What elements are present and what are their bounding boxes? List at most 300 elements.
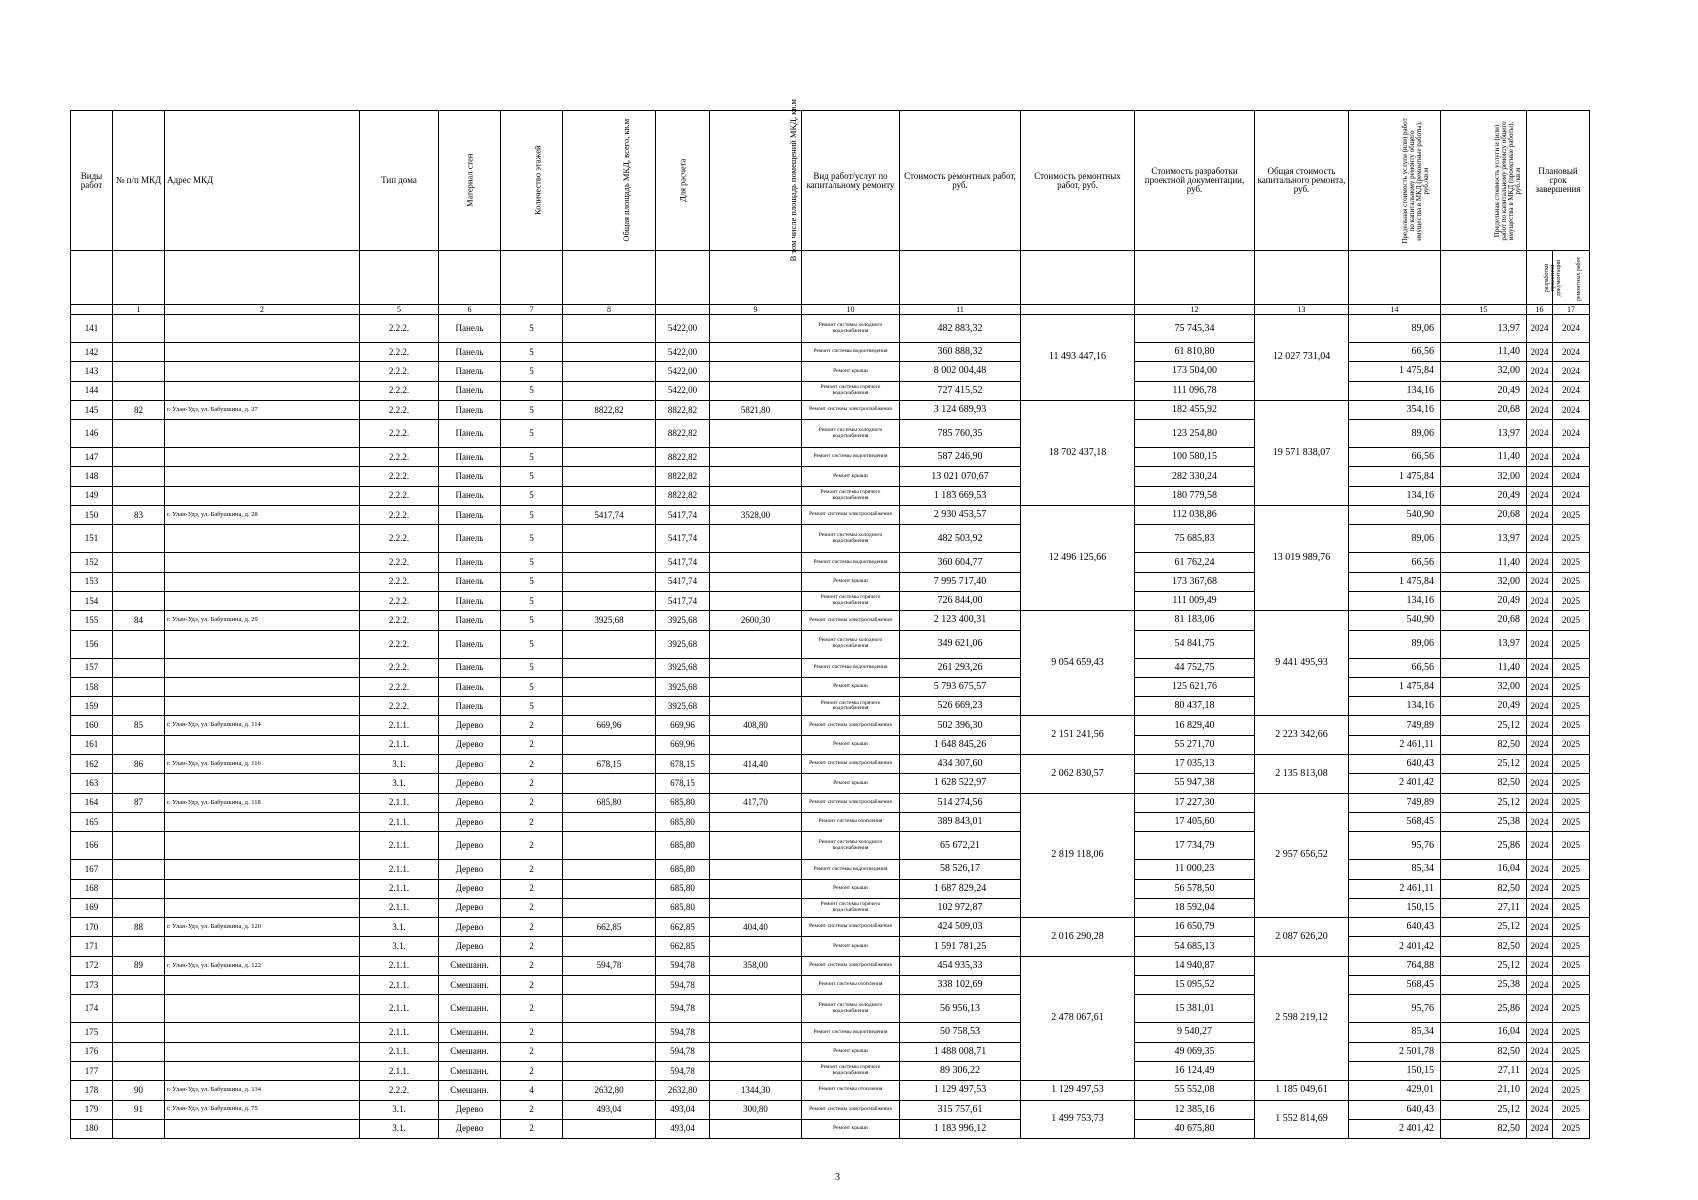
deadline-project: 2024 [1527, 400, 1553, 419]
table-row [71, 448, 1590, 467]
floors: 2 [501, 716, 563, 735]
calc-area: 3925,68 [656, 611, 710, 630]
column-number: 7 [501, 305, 563, 315]
floors: 2 [501, 1119, 563, 1138]
premises-area [710, 343, 802, 362]
total-area: 3925,68 [563, 611, 656, 630]
mkd-number [113, 1061, 165, 1080]
deadline-project: 2024 [1527, 918, 1553, 937]
premises-area: 300,80 [710, 1100, 802, 1119]
work-kind: Ремонт системы водоотведения [802, 448, 900, 467]
floors: 5 [501, 343, 563, 362]
premises-area [710, 315, 802, 343]
address [165, 381, 360, 400]
limit-repair: 134,16 [1349, 381, 1441, 400]
address [165, 677, 360, 696]
wall-material: Дерево [439, 735, 501, 754]
deadline-repair: 2025 [1553, 793, 1590, 812]
deadline-repair: 2024 [1553, 400, 1590, 419]
address [165, 812, 360, 831]
total-area [563, 315, 656, 343]
house-type: 2.2.2. [360, 525, 439, 553]
total-area [563, 1023, 656, 1042]
deadline-project: 2024 [1527, 937, 1553, 956]
repair-cost-total: 11 493 447,16 [1021, 315, 1135, 401]
wall-material: Панель [439, 506, 501, 525]
wall-material: Панель [439, 677, 501, 696]
work-kind: Ремонт крыши [802, 879, 900, 898]
row-index: 166 [71, 832, 113, 860]
work-kind: Ремонт крыши [802, 1119, 900, 1138]
total-area [563, 1119, 656, 1138]
limit-repair: 354,16 [1349, 400, 1441, 419]
row-index: 180 [71, 1119, 113, 1138]
row-index: 148 [71, 467, 113, 486]
wall-material: Панель [439, 467, 501, 486]
wall-material: Дерево [439, 879, 501, 898]
limit-repair: 134,16 [1349, 591, 1441, 610]
deadline-project: 2024 [1527, 658, 1553, 677]
premises-area: 1344,30 [710, 1081, 802, 1100]
wall-material: Дерево [439, 793, 501, 812]
limit-repair: 1 475,84 [1349, 572, 1441, 591]
row-index: 141 [71, 315, 113, 343]
col-work-kind: Вид работ/услуг по капитальному ремонту [802, 111, 900, 251]
deadline-project: 2024 [1527, 716, 1553, 735]
wall-material: Смешанн. [439, 1061, 501, 1080]
floors: 2 [501, 956, 563, 975]
house-type: 3.1. [360, 918, 439, 937]
wall-material: Смешанн. [439, 995, 501, 1023]
limit-project: 82,50 [1441, 735, 1527, 754]
house-type: 2.2.2. [360, 448, 439, 467]
calc-area: 685,80 [656, 898, 710, 917]
calc-area: 669,96 [656, 735, 710, 754]
address [165, 315, 360, 343]
repair-cost: 65 672,21 [900, 832, 1021, 860]
house-type: 2.1.1. [360, 735, 439, 754]
calc-area: 685,80 [656, 860, 710, 879]
table-header [71, 99, 1590, 315]
deadline-project: 2024 [1527, 697, 1553, 716]
premises-area [710, 697, 802, 716]
wall-material: Дерево [439, 918, 501, 937]
project-cost: 40 675,80 [1135, 1119, 1255, 1138]
deadline-repair: 2025 [1553, 611, 1590, 630]
deadline-project: 2024 [1527, 812, 1553, 831]
limit-repair: 134,16 [1349, 697, 1441, 716]
row-index: 157 [71, 658, 113, 677]
house-type: 2.2.2. [360, 506, 439, 525]
limit-project: 13,97 [1441, 420, 1527, 448]
mkd-number [113, 697, 165, 716]
calc-area: 594,78 [656, 1023, 710, 1042]
row-index: 165 [71, 812, 113, 831]
address [165, 995, 360, 1023]
column-number: 12 [1135, 305, 1255, 315]
work-kind: Ремонт системы электроснабжения [802, 611, 900, 630]
repair-cost-total: 2 478 067,61 [1021, 956, 1135, 1080]
mkd-number [113, 420, 165, 448]
project-cost: 44 752,75 [1135, 658, 1255, 677]
row-index: 147 [71, 448, 113, 467]
floors: 2 [501, 755, 563, 774]
column-number: 1 [113, 305, 165, 315]
address [165, 1119, 360, 1138]
project-cost: 11 000,23 [1135, 860, 1255, 879]
address [165, 420, 360, 448]
house-type: 2.2.2. [360, 486, 439, 505]
floors: 5 [501, 572, 563, 591]
wall-material: Панель [439, 343, 501, 362]
repair-cost: 389 843,01 [900, 812, 1021, 831]
table-row [71, 976, 1590, 995]
deadline-repair: 2025 [1553, 1023, 1590, 1042]
limit-project: 82,50 [1441, 1042, 1527, 1061]
project-cost: 18 592,04 [1135, 898, 1255, 917]
project-cost: 61 810,80 [1135, 343, 1255, 362]
mkd-number [113, 812, 165, 831]
floors: 5 [501, 611, 563, 630]
deadline-repair: 2025 [1553, 1100, 1590, 1119]
house-type: 2.1.1. [360, 1023, 439, 1042]
limit-project: 20,68 [1441, 506, 1527, 525]
mkd-number: 85 [113, 716, 165, 735]
total-area [563, 420, 656, 448]
address [165, 553, 360, 572]
project-cost: 282 330,24 [1135, 467, 1255, 486]
deadline-repair: 2025 [1553, 553, 1590, 572]
floors: 5 [501, 486, 563, 505]
project-cost: 61 762,24 [1135, 553, 1255, 572]
project-cost: 15 381,01 [1135, 995, 1255, 1023]
deadline-repair: 2025 [1553, 591, 1590, 610]
wall-material: Панель [439, 381, 501, 400]
deadline-repair: 2025 [1553, 735, 1590, 754]
table-row [71, 937, 1590, 956]
repair-cost: 1 183 669,53 [900, 486, 1021, 505]
total-area [563, 630, 656, 658]
calc-area: 3925,68 [656, 677, 710, 696]
wall-material: Панель [439, 591, 501, 610]
table-row [71, 572, 1590, 591]
work-kind: Ремонт системы электроснабжения [802, 506, 900, 525]
row-index: 172 [71, 956, 113, 975]
deadline-repair: 2025 [1553, 755, 1590, 774]
deadline-repair: 2025 [1553, 1119, 1590, 1138]
deadline-project: 2024 [1527, 832, 1553, 860]
wall-material: Дерево [439, 832, 501, 860]
calc-area: 8822,82 [656, 420, 710, 448]
premises-area [710, 486, 802, 505]
deadline-project: 2024 [1527, 1042, 1553, 1061]
work-kind: Ремонт системы электроснабжения [802, 716, 900, 735]
deadline-repair: 2025 [1553, 956, 1590, 975]
mkd-number [113, 677, 165, 696]
limit-project: 13,97 [1441, 315, 1527, 343]
address [165, 1042, 360, 1061]
deadline-repair: 2025 [1553, 898, 1590, 917]
wall-material: Дерево [439, 937, 501, 956]
column-number: 10 [802, 305, 900, 315]
deadline-repair: 2025 [1553, 1081, 1590, 1100]
repair-cost: 261 293,26 [900, 658, 1021, 677]
col-deadline: Плановый срок завершения [1527, 111, 1590, 251]
table-row [71, 956, 1590, 975]
address: г. Улан-Удэ, ул. Бабушкина, д. 75 [165, 1100, 360, 1119]
floors: 4 [501, 1081, 563, 1100]
deadline-repair: 2025 [1553, 860, 1590, 879]
project-cost: 12 385,16 [1135, 1100, 1255, 1119]
limit-project: 32,00 [1441, 467, 1527, 486]
row-index: 174 [71, 995, 113, 1023]
house-type: 3.1. [360, 755, 439, 774]
mkd-number [113, 362, 165, 381]
work-kind: Ремонт системы отопления [802, 976, 900, 995]
wall-material: Дерево [439, 1100, 501, 1119]
total-area [563, 467, 656, 486]
mkd-number [113, 381, 165, 400]
calc-area: 3925,68 [656, 630, 710, 658]
repair-cost: 360 604,77 [900, 553, 1021, 572]
project-cost: 56 578,50 [1135, 879, 1255, 898]
floors: 2 [501, 898, 563, 917]
mkd-number [113, 572, 165, 591]
row-index: 152 [71, 553, 113, 572]
row-index: 170 [71, 918, 113, 937]
repair-cost: 1 648 845,26 [900, 735, 1021, 754]
project-cost: 17 734,79 [1135, 832, 1255, 860]
limit-repair: 95,76 [1349, 995, 1441, 1023]
project-cost: 9 540,27 [1135, 1023, 1255, 1042]
project-cost: 17 227,30 [1135, 793, 1255, 812]
project-cost: 54 841,75 [1135, 630, 1255, 658]
row-index: 178 [71, 1081, 113, 1100]
calc-area: 685,80 [656, 832, 710, 860]
column-number: 16 [1527, 305, 1553, 315]
total-area: 5417,74 [563, 506, 656, 525]
floors: 5 [501, 506, 563, 525]
house-type: 3.1. [360, 774, 439, 793]
repair-cost: 1 687 829,24 [900, 879, 1021, 898]
deadline-project: 2024 [1527, 860, 1553, 879]
limit-project: 25,38 [1441, 976, 1527, 995]
house-type: 2.1.1. [360, 1042, 439, 1061]
calc-area: 5417,74 [656, 553, 710, 572]
col-floors: Количество этажей [501, 111, 563, 251]
address [165, 486, 360, 505]
limit-project: 20,49 [1441, 486, 1527, 505]
limit-repair: 2 461,11 [1349, 879, 1441, 898]
deadline-repair: 2025 [1553, 832, 1590, 860]
table-row [71, 343, 1590, 362]
deadline-repair: 2025 [1553, 716, 1590, 735]
deadline-project: 2024 [1527, 381, 1553, 400]
limit-project: 25,12 [1441, 716, 1527, 735]
wall-material: Дерево [439, 774, 501, 793]
address [165, 343, 360, 362]
premises-area [710, 1042, 802, 1061]
mkd-number [113, 735, 165, 754]
total-area [563, 1061, 656, 1080]
limit-project: 13,97 [1441, 630, 1527, 658]
limit-repair: 66,56 [1349, 553, 1441, 572]
total-area: 678,15 [563, 755, 656, 774]
table-row [71, 832, 1590, 860]
repair-cost: 13 021 070,67 [900, 467, 1021, 486]
calc-area: 594,78 [656, 1042, 710, 1061]
address [165, 735, 360, 754]
row-index: 145 [71, 400, 113, 419]
work-kind: Ремонт крыши [802, 677, 900, 696]
address: г. Улан-Удэ, ул. Бабушкина, д. 27 [165, 400, 360, 419]
total-area [563, 976, 656, 995]
deadline-project: 2024 [1527, 486, 1553, 505]
deadline-repair: 2025 [1553, 525, 1590, 553]
table-row [71, 898, 1590, 917]
table-row [71, 1119, 1590, 1138]
row-index: 161 [71, 735, 113, 754]
floors: 5 [501, 697, 563, 716]
premises-area: 5821,80 [710, 400, 802, 419]
calc-area: 662,85 [656, 918, 710, 937]
premises-area [710, 1061, 802, 1080]
table-row [71, 812, 1590, 831]
limit-project: 25,12 [1441, 793, 1527, 812]
deadline-repair: 2025 [1553, 918, 1590, 937]
address [165, 697, 360, 716]
house-type: 2.2.2. [360, 572, 439, 591]
row-index: 162 [71, 755, 113, 774]
floors: 2 [501, 1042, 563, 1061]
project-cost: 180 779,58 [1135, 486, 1255, 505]
work-kind: Ремонт системы водоотведения [802, 343, 900, 362]
overall-cost: 1 185 049,61 [1255, 1081, 1349, 1100]
premises-area [710, 420, 802, 448]
column-number [1021, 305, 1135, 315]
work-kind: Ремонт системы водоотведения [802, 553, 900, 572]
col-limit-repair: Предельная стоимость услуги (или) работ по капитальному ремонту общего имущества в МКД (ремонтные работы), руб./кв.м [1349, 111, 1441, 251]
limit-project: 13,97 [1441, 525, 1527, 553]
limit-repair: 85,34 [1349, 1023, 1441, 1042]
floors: 2 [501, 774, 563, 793]
calc-area: 678,15 [656, 774, 710, 793]
total-area [563, 937, 656, 956]
table-body [71, 315, 1590, 1139]
repair-cost: 360 888,32 [900, 343, 1021, 362]
work-kind: Ремонт системы холодного водоснабжения [802, 995, 900, 1023]
mkd-number [113, 1023, 165, 1042]
house-type: 2.2.2. [360, 1081, 439, 1100]
project-cost: 16 124,49 [1135, 1061, 1255, 1080]
row-index: 163 [71, 774, 113, 793]
floors: 2 [501, 812, 563, 831]
limit-project: 11,40 [1441, 658, 1527, 677]
repair-cost: 727 415,52 [900, 381, 1021, 400]
col-premises-area: В том числе площадь помещений МКД, кв.м [710, 111, 802, 251]
wall-material: Смешанн. [439, 1042, 501, 1061]
address [165, 860, 360, 879]
total-area [563, 1042, 656, 1061]
limit-repair: 764,88 [1349, 956, 1441, 975]
project-cost: 111 009,49 [1135, 591, 1255, 610]
repair-cost: 89 306,22 [900, 1061, 1021, 1080]
floors: 2 [501, 918, 563, 937]
limit-repair: 85,34 [1349, 860, 1441, 879]
house-type: 2.2.2. [360, 677, 439, 696]
work-kind: Ремонт крыши [802, 572, 900, 591]
limit-project: 82,50 [1441, 937, 1527, 956]
total-area [563, 677, 656, 696]
mkd-number: 82 [113, 400, 165, 419]
row-index: 168 [71, 879, 113, 898]
col-limit-project: Предельная стоимость услуги и (или) работ по капитальному ремонту общего имущества в МКД (проектные работы), руб./кв.м [1441, 111, 1527, 251]
deadline-repair: 2024 [1553, 362, 1590, 381]
address [165, 937, 360, 956]
calc-area: 678,15 [656, 755, 710, 774]
column-number: 8 [563, 305, 656, 315]
table-row [71, 1081, 1590, 1100]
repair-cost: 1 488 008,71 [900, 1042, 1021, 1061]
deadline-project: 2024 [1527, 467, 1553, 486]
column-number: 11 [900, 305, 1021, 315]
limit-project: 20,68 [1441, 400, 1527, 419]
limit-repair: 640,43 [1349, 755, 1441, 774]
project-cost: 100 580,15 [1135, 448, 1255, 467]
row-index: 156 [71, 630, 113, 658]
col-calc-area: Для расчета [656, 111, 710, 251]
address: г. Улан-Удэ, ул. Бабушкина, д. 116 [165, 755, 360, 774]
overall-cost: 9 441 495,93 [1255, 611, 1349, 716]
table-row [71, 525, 1590, 553]
deadline-repair: 2025 [1553, 774, 1590, 793]
deadline-project: 2024 [1527, 525, 1553, 553]
overall-cost: 2 598 219,12 [1255, 956, 1349, 1080]
wall-material: Дерево [439, 860, 501, 879]
table-row [71, 381, 1590, 400]
address [165, 774, 360, 793]
address: г. Улан-Удэ, ул. Бабушкина, д. 29 [165, 611, 360, 630]
total-area [563, 697, 656, 716]
limit-repair: 640,43 [1349, 1100, 1441, 1119]
premises-area: 408,80 [710, 716, 802, 735]
table-row [71, 658, 1590, 677]
deadline-repair: 2025 [1553, 677, 1590, 696]
premises-area: 404,40 [710, 918, 802, 937]
work-kind: Ремонт системы горячего водоснабжения [802, 1061, 900, 1080]
house-type: 2.2.2. [360, 467, 439, 486]
total-area [563, 448, 656, 467]
limit-repair: 150,15 [1349, 1061, 1441, 1080]
work-kind: Ремонт крыши [802, 467, 900, 486]
repair-cost: 502 396,30 [900, 716, 1021, 735]
project-cost: 111 096,78 [1135, 381, 1255, 400]
work-kind: Ремонт системы водоотведения [802, 860, 900, 879]
column-number: 6 [439, 305, 501, 315]
limit-repair: 1 475,84 [1349, 362, 1441, 381]
mkd-number [113, 591, 165, 610]
total-area [563, 381, 656, 400]
mkd-number [113, 343, 165, 362]
deadline-project: 2024 [1527, 315, 1553, 343]
floors: 2 [501, 1100, 563, 1119]
table-row [71, 1023, 1590, 1042]
house-type: 2.1.1. [360, 879, 439, 898]
calc-area: 8822,82 [656, 448, 710, 467]
repair-cost: 8 002 004,48 [900, 362, 1021, 381]
house-type: 2.2.2. [360, 630, 439, 658]
floors: 5 [501, 315, 563, 343]
